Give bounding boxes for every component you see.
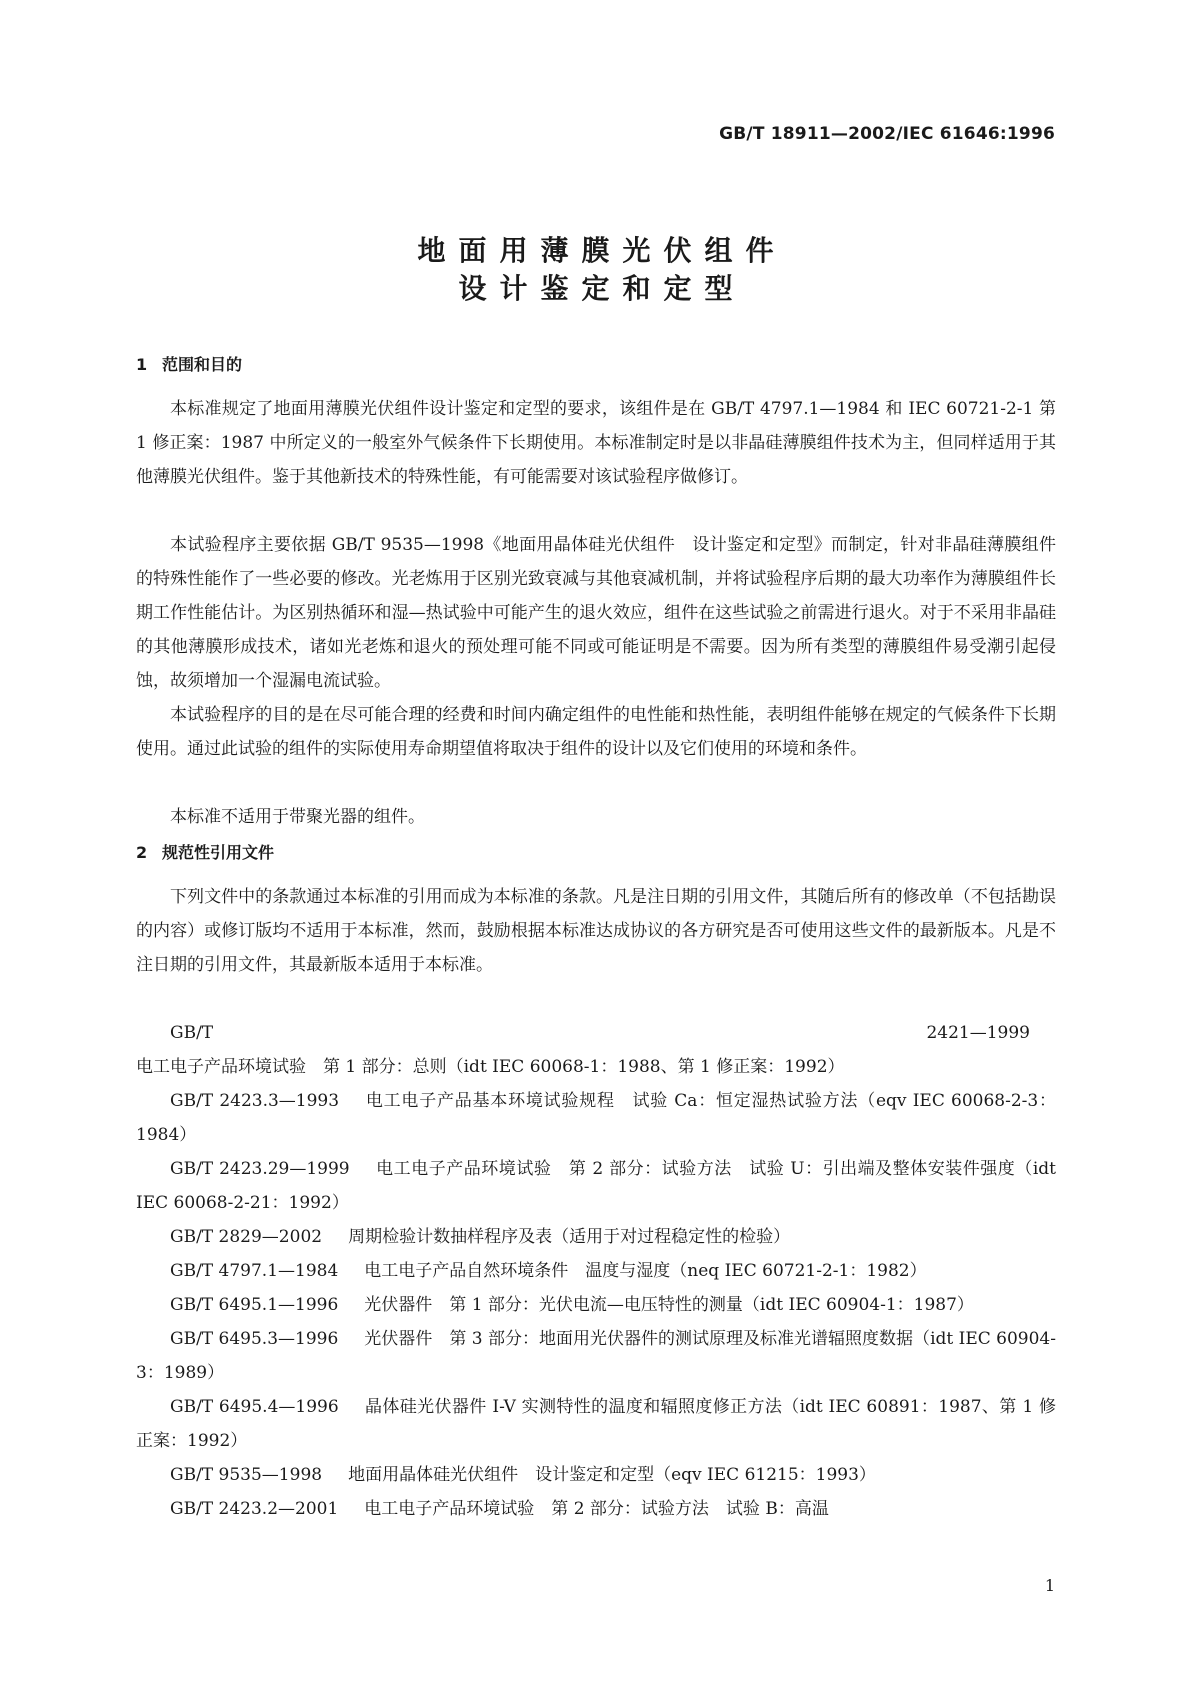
reference-item: GB/T 4797.1—1984 电工电子产品自然环境条件 温度与湿度（neq IEC 60721-2-1：1982） (170, 1261, 927, 1281)
reference-item: GB/T 2423.29—1999 电工电子产品环境试验 第 2 部分：试验方法 试验 U：引出端及整体安装件强度（idt IEC 60068-2-21：1992） (136, 1159, 1056, 1213)
reference-item: GB/T 6495.1—1996 光伏器件 第 1 部分：光伏电流—电压特性的测量（idt IEC 60904-1：1987） (170, 1295, 974, 1315)
reference-item: GB/T 2421—1999电工电子产品环境试验 第 1 部分：总则（idt IEC 60068-1：1988、第 1 修正案：1992） (136, 1023, 1030, 1077)
section-1-heading (136, 352, 242, 375)
reference-item: GB/T 2423.3—1993 电工电子产品基本环境试验规程 试验 Ca：恒定湿热试验方法（eqv IEC 60068-2-3：1984） (136, 1091, 1056, 1145)
reference-item: GB/T 6495.4—1996 晶体硅光伏器件 I-V 实测特性的温度和辐照度修正方法（idt IEC 60891：1987、第 1 修正案：1992） (136, 1397, 1056, 1451)
standard-code: GB/T 18911—2002/IEC 61646:1996 (719, 124, 1055, 144)
title-line-2: 设计鉴定和定型 (458, 272, 746, 305)
paragraph: 下列文件中的条款通过本标准的引用而成为本标准的条款。凡是注日期的引用文件，其随后所有的修改单（不包括勘误的内容）或修订版均不适用于本标准，然而，鼓励根据本标准达成协议的各方研究是否可使用这些文件的最新版本。凡是不注日期的引用文件，其最新版本适用于本标准。 (136, 887, 1056, 975)
section-number: 2 (136, 843, 148, 862)
document-title (0, 232, 1191, 308)
section-number: 1 (136, 355, 148, 374)
section-title: 规范性引用文件 (162, 843, 275, 862)
page-number: 1 (1044, 1576, 1055, 1595)
section-title: 范围和目的 (162, 355, 243, 374)
reference-item: GB/T 6495.3—1996 光伏器件 第 3 部分：地面用光伏器件的测试原理及标准光谱辐照度数据（idt IEC 60904-3：1989） (136, 1329, 1056, 1383)
paragraph: 本标准规定了地面用薄膜光伏组件设计鉴定和定型的要求，该组件是在 GB/T 4797.1—1984 和 IEC 60721-2-1 第 1 修正案：1987 中所定义的一般室外气候条件下长期使用。本标准制定时是以非晶硅薄膜组件技术为主，但同样适用于其他薄膜光伏组件。鉴于其他新技术的特殊性能，有可能需要对该试验程序做修订。 (136, 399, 1056, 487)
section-2-heading (136, 840, 274, 863)
reference-item: GB/T 2423.2—2001 电工电子产品环境试验 第 2 部分：试验方法 试验 B：高温 (170, 1499, 829, 1519)
paragraph: 本试验程序的目的是在尽可能合理的经费和时间内确定组件的电性能和热性能，表明组件能够在规定的气候条件下长期使用。通过此试验的组件的实际使用寿命期望值将取决于组件的设计以及它们使用的环境和条件。 (136, 705, 1056, 759)
reference-item: GB/T 2829—2002 周期检验计数抽样程序及表（适用于对过程稳定性的检验） (170, 1227, 791, 1247)
reference-item: GB/T 9535—1998 地面用晶体硅光伏组件 设计鉴定和定型（eqv IEC 61215：1993） (170, 1465, 876, 1485)
paragraph: 本标准不适用于带聚光器的组件。 (170, 807, 425, 827)
title-line-1: 地面用薄膜光伏组件 (417, 234, 787, 267)
paragraph: 本试验程序主要依据 GB/T 9535—1998《地面用晶体硅光伏组件 设计鉴定和定型》而制定，针对非晶硅薄膜组件的特殊性能作了一些必要的修改。光老炼用于区别光致衰减与其他衰减机制，并将试验程序后期的最大功率作为薄膜组件长期工作性能估计。为区别热循环和湿—热试验中可能产生的退火效应，组件在这些试验之前需进行退火。对于不采用非晶硅的其他薄膜形成技术，诸如光老炼和退火的预处理可能不同或可能证明是不需要。因为所有类型的薄膜组件易受潮引起侵蚀，故须增加一个湿漏电流试验。 (136, 535, 1056, 691)
